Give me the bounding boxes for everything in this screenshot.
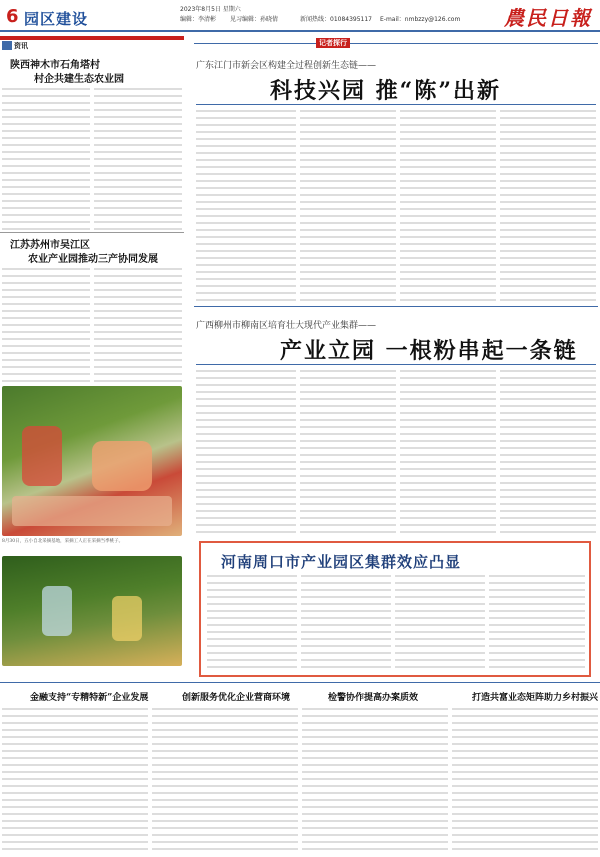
top-story-col3 xyxy=(400,108,496,304)
newspaper-masthead: 農民日報 xyxy=(504,6,592,30)
editor: 编辑：李清彬 xyxy=(180,16,217,23)
section-label: 资讯 xyxy=(14,42,28,50)
highlight-col2 xyxy=(301,573,391,673)
middle-story-col2 xyxy=(300,368,396,538)
photo2-caption-lines xyxy=(2,668,182,678)
bottom-article-3-title: 检警协作提高办案质效 xyxy=(328,693,419,703)
section-rule xyxy=(0,36,184,40)
top-story-subtitle: 广东江门市新会区构建全过程创新生态链—— xyxy=(196,61,377,71)
middle-story-col3 xyxy=(400,368,496,538)
top-story-title: 科技兴园 推“陈”出新 xyxy=(270,78,501,104)
issue-date: 2023年8月5日 星期六 xyxy=(180,6,241,13)
kicker-badge: 记者探行 xyxy=(316,38,350,48)
orchard-photo xyxy=(2,556,182,666)
page-header xyxy=(0,0,600,32)
middle-story-title: 产业立园 一根粉串起一条链 xyxy=(280,338,578,364)
bottom-article-2-title: 创新服务优化企业营商环境 xyxy=(182,693,291,703)
top-story-col4 xyxy=(500,108,596,304)
bottom-article-2-body xyxy=(152,706,298,852)
divider xyxy=(0,682,600,683)
highlight-story-title: 河南周口市产业园区集群效应凸显 xyxy=(221,553,462,571)
middle-story-col1 xyxy=(196,368,296,538)
article1-title-line1: 陕西神木市石角塔村 xyxy=(10,60,100,71)
section-marker-icon xyxy=(2,41,12,50)
bottom-article-3-body xyxy=(302,706,448,852)
page-number: 6 xyxy=(6,6,19,27)
article1-body-col2 xyxy=(94,86,182,230)
divider xyxy=(196,104,596,105)
peach-harvest-photo xyxy=(2,386,182,536)
highlight-col3 xyxy=(395,573,485,673)
email: E-mail：nmbzzy@126.com xyxy=(380,16,461,23)
highlighted-article-box[interactable] xyxy=(199,541,591,677)
section-title: 园区建设 xyxy=(24,10,89,28)
divider xyxy=(0,232,184,233)
photo-caption: 8月30日，五小自北采摘基地，采摘工人正在采摘当季桃子。 xyxy=(2,539,124,544)
bottom-article-1-body xyxy=(2,706,148,852)
divider xyxy=(194,306,598,307)
news-hotline: 新闻热线：01084395117 xyxy=(300,16,372,23)
article1-title-line2: 村企共建生态农业园 xyxy=(34,74,124,85)
middle-story-subtitle: 广西柳州市柳南区培育壮大现代产业集群—— xyxy=(196,321,377,331)
article2-body-col2 xyxy=(94,266,182,384)
divider xyxy=(196,364,596,365)
bottom-article-4-body xyxy=(452,706,598,852)
article2-title-line1: 江苏苏州市吴江区 xyxy=(10,240,90,251)
bottom-article-4-title: 打造共富业态矩阵助力乡村振兴 xyxy=(472,693,599,703)
article2-title-line2: 农业产业园推动三产协同发展 xyxy=(28,254,158,265)
article2-body-col1 xyxy=(2,266,90,384)
highlight-col4 xyxy=(489,573,585,673)
middle-story-col4 xyxy=(500,368,596,538)
proof-editor: 见习编辑：孙晓倩 xyxy=(230,16,279,23)
highlight-col1 xyxy=(207,573,297,673)
top-story-col2 xyxy=(300,108,396,304)
top-story-rule xyxy=(194,36,598,44)
bottom-article-1-title: 金融支持“专精特新”企业发展 xyxy=(30,693,149,703)
top-story-col1 xyxy=(196,108,296,304)
article1-body-col1 xyxy=(2,86,90,230)
